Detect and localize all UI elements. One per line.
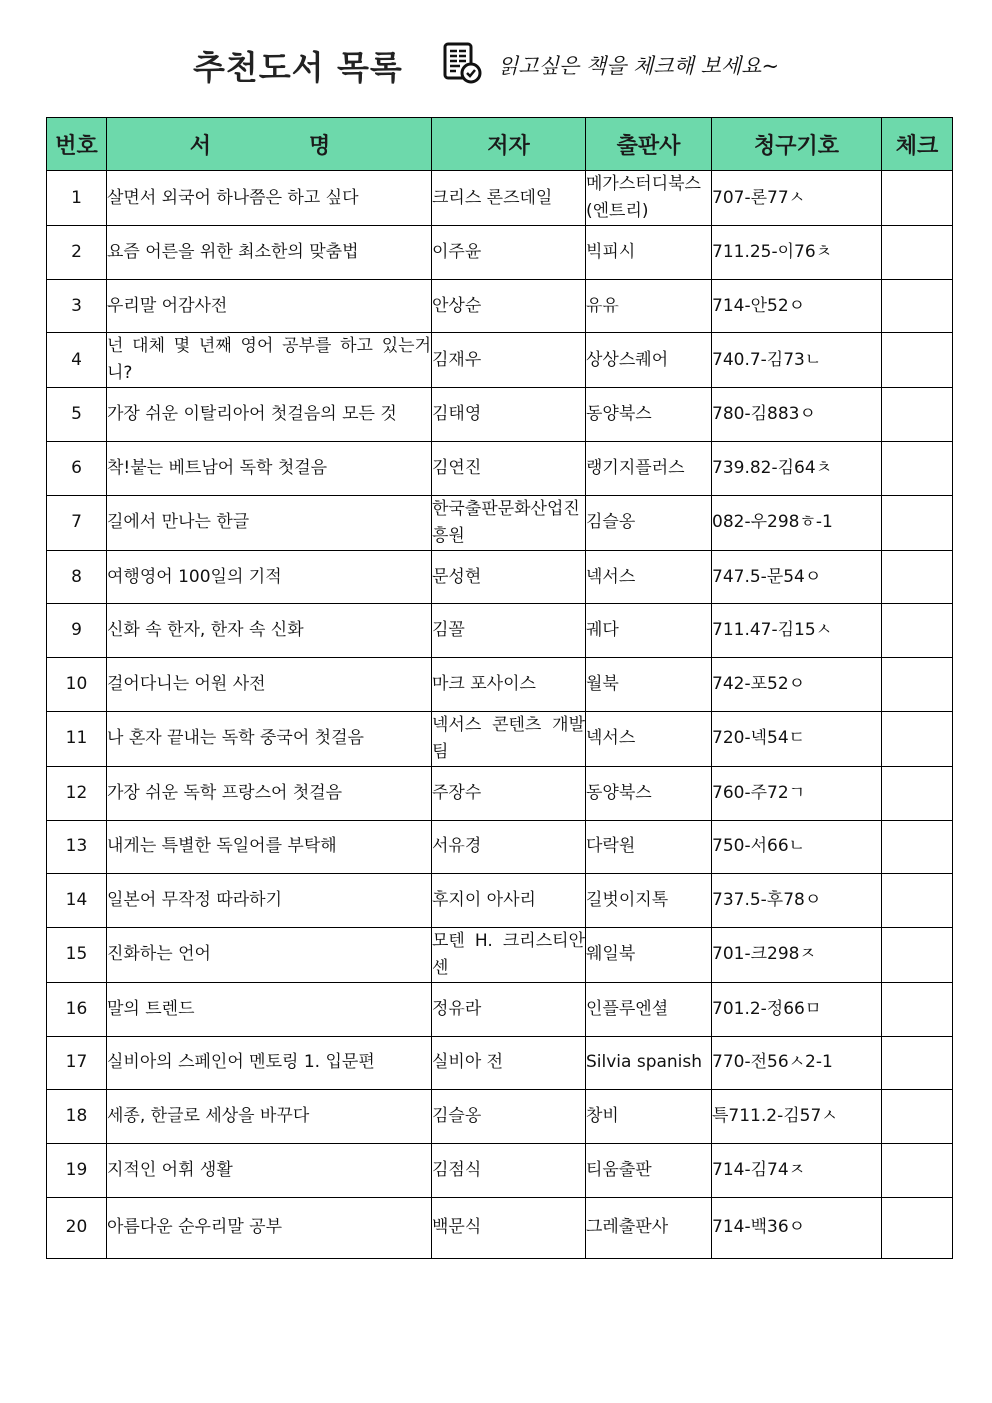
book-author: 후지이 아사리: [432, 874, 586, 928]
check-cell[interactable]: [882, 388, 953, 442]
check-cell[interactable]: [882, 1197, 953, 1258]
call-number: 082-우298ㅎ-1: [712, 495, 882, 550]
row-number: 12: [47, 766, 107, 820]
book-title: 가장 쉬운 이탈리아어 첫걸음의 모든 것: [107, 388, 432, 442]
book-publisher: 월북: [586, 658, 712, 712]
book-title: 말의 트렌드: [107, 982, 432, 1036]
check-cell[interactable]: [882, 550, 953, 604]
book-author: 김태영: [432, 388, 586, 442]
row-number: 20: [47, 1197, 107, 1258]
book-title: 아름다운 순우리말 공부: [107, 1197, 432, 1258]
book-title: 실비아의 스페인어 멘토링 1. 입문편: [107, 1036, 432, 1090]
book-title: 넌 대체 몇 년째 영어 공부를 하고 있는거니?: [107, 333, 432, 388]
book-publisher: 궤다: [586, 604, 712, 658]
book-title: 여행영어 100일의 기적: [107, 550, 432, 604]
table-row: [47, 1090, 953, 1144]
call-number: 711.47-김15ㅅ: [712, 604, 882, 658]
row-number: 6: [47, 442, 107, 496]
book-publisher: 다락원: [586, 820, 712, 874]
row-number: 4: [47, 333, 107, 388]
book-author: 김점식: [432, 1143, 586, 1197]
table-row: [47, 333, 953, 388]
book-author: 넥서스 콘텐츠 개발팀: [432, 711, 586, 766]
book-author: 안상순: [432, 279, 586, 333]
book-author: 크리스 론즈데일: [432, 171, 586, 226]
book-publisher: 빅피시: [586, 226, 712, 280]
book-publisher: 인플루엔셜: [586, 982, 712, 1036]
column-header-check: 체크: [882, 118, 953, 171]
table-row: [47, 604, 953, 658]
table-row: [47, 711, 953, 766]
call-number: 701-크298ㅈ: [712, 927, 882, 982]
book-publisher: 넥서스: [586, 550, 712, 604]
call-number: 770-전56ㅅ2-1: [712, 1036, 882, 1090]
call-number: 720-넥54ㄷ: [712, 711, 882, 766]
book-title: 진화하는 언어: [107, 927, 432, 982]
book-title: 일본어 무작정 따라하기: [107, 874, 432, 928]
row-number: 2: [47, 226, 107, 280]
book-title: 지적인 어휘 생활: [107, 1143, 432, 1197]
check-cell[interactable]: [882, 982, 953, 1036]
book-publisher: 창비: [586, 1090, 712, 1144]
column-header-title: 서 명: [107, 118, 432, 171]
book-author: 모텐 H. 크리스티안센: [432, 927, 586, 982]
row-number: 13: [47, 820, 107, 874]
book-title: 나 혼자 끝내는 독학 중국어 첫걸음: [107, 711, 432, 766]
call-number: 750-서66ㄴ: [712, 820, 882, 874]
book-publisher: 동양북스: [586, 766, 712, 820]
table-header-row: [47, 118, 953, 171]
table-row: [47, 658, 953, 712]
book-title: 걸어다니는 어원 사전: [107, 658, 432, 712]
book-publisher: 랭기지플러스: [586, 442, 712, 496]
check-cell[interactable]: [882, 711, 953, 766]
table-row: [47, 550, 953, 604]
book-publisher: 유유: [586, 279, 712, 333]
table-row: [47, 1143, 953, 1197]
column-header-call-number: 청구기호: [712, 118, 882, 171]
call-number: 707-론77ㅅ: [712, 171, 882, 226]
book-title: 요즘 어른을 위한 최소한의 맞춤법: [107, 226, 432, 280]
table-row: [47, 1036, 953, 1090]
row-number: 1: [47, 171, 107, 226]
check-cell[interactable]: [882, 874, 953, 928]
page-subtitle: 읽고싶은 책을 체크해 보세요~: [498, 54, 780, 78]
call-number: 780-김883ㅇ: [712, 388, 882, 442]
checklist-document-icon: [442, 42, 484, 84]
call-number: 714-김74ㅈ: [712, 1143, 882, 1197]
book-author: 김재우: [432, 333, 586, 388]
column-header-author: 저자: [432, 118, 586, 171]
book-publisher: 웨일북: [586, 927, 712, 982]
row-number: 11: [47, 711, 107, 766]
check-cell[interactable]: [882, 279, 953, 333]
table-row: [47, 927, 953, 982]
table-row: [47, 171, 953, 226]
table-row: [47, 226, 953, 280]
page-header: [0, 38, 992, 94]
call-number: 747.5-문54ㅇ: [712, 550, 882, 604]
book-publisher: 김슬옹: [586, 495, 712, 550]
row-number: 8: [47, 550, 107, 604]
book-author: 서유경: [432, 820, 586, 874]
check-cell[interactable]: [882, 820, 953, 874]
book-title: 우리말 어감사전: [107, 279, 432, 333]
book-author: 김꼴: [432, 604, 586, 658]
row-number: 7: [47, 495, 107, 550]
book-title: 신화 속 한자, 한자 속 신화: [107, 604, 432, 658]
book-author: 김연진: [432, 442, 586, 496]
row-number: 16: [47, 982, 107, 1036]
row-number: 18: [47, 1090, 107, 1144]
row-number: 3: [47, 279, 107, 333]
table-row: [47, 874, 953, 928]
book-author: 정유라: [432, 982, 586, 1036]
book-title: 내게는 특별한 독일어를 부탁해: [107, 820, 432, 874]
book-publisher: 넥서스: [586, 711, 712, 766]
book-publisher: 티움출판: [586, 1143, 712, 1197]
book-list-table: [46, 117, 953, 1259]
column-header-number: 번호: [47, 118, 107, 171]
row-number: 5: [47, 388, 107, 442]
check-cell[interactable]: [882, 658, 953, 712]
book-author: 이주윤: [432, 226, 586, 280]
book-author: 백문식: [432, 1197, 586, 1258]
book-author: 한국출판문화산업진흥원: [432, 495, 586, 550]
check-cell[interactable]: [882, 604, 953, 658]
book-title: 길에서 만나는 한글: [107, 495, 432, 550]
call-number: 특711.2-김57ㅅ: [712, 1090, 882, 1144]
book-author: 실비아 전: [432, 1036, 586, 1090]
book-publisher: 동양북스: [586, 388, 712, 442]
table-row: [47, 982, 953, 1036]
page-title: 추천도서 목록: [193, 48, 403, 87]
row-number: 15: [47, 927, 107, 982]
row-number: 19: [47, 1143, 107, 1197]
book-title: 세종, 한글로 세상을 바꾸다: [107, 1090, 432, 1144]
check-cell[interactable]: [882, 927, 953, 982]
call-number: 760-주72ㄱ: [712, 766, 882, 820]
book-publisher: 상상스퀘어: [586, 333, 712, 388]
book-title: 가장 쉬운 독학 프랑스어 첫걸음: [107, 766, 432, 820]
book-publisher: 길벗이지톡: [586, 874, 712, 928]
call-number: 701.2-정66ㅁ: [712, 982, 882, 1036]
check-cell[interactable]: [882, 495, 953, 550]
book-publisher: 그레출판사: [586, 1197, 712, 1258]
check-cell[interactable]: [882, 1143, 953, 1197]
book-author: 마크 포사이스: [432, 658, 586, 712]
book-author: 문성현: [432, 550, 586, 604]
check-cell[interactable]: [882, 171, 953, 226]
check-cell[interactable]: [882, 1090, 953, 1144]
table-row: [47, 495, 953, 550]
book-publisher: 메가스터디북스(엔트리): [586, 171, 712, 226]
table-row: [47, 279, 953, 333]
check-cell[interactable]: [882, 333, 953, 388]
check-cell[interactable]: [882, 442, 953, 496]
row-number: 10: [47, 658, 107, 712]
row-number: 9: [47, 604, 107, 658]
book-author: 주장수: [432, 766, 586, 820]
book-title: 살면서 외국어 하나쯤은 하고 싶다: [107, 171, 432, 226]
table-row: [47, 442, 953, 496]
table-row: [47, 820, 953, 874]
table-row: [47, 766, 953, 820]
table-row: [47, 388, 953, 442]
book-author: 김슬옹: [432, 1090, 586, 1144]
call-number: 740.7-김73ㄴ: [712, 333, 882, 388]
call-number: 739.82-김64ㅊ: [712, 442, 882, 496]
call-number: 711.25-이76ㅊ: [712, 226, 882, 280]
call-number: 737.5-후78ㅇ: [712, 874, 882, 928]
row-number: 17: [47, 1036, 107, 1090]
check-cell[interactable]: [882, 766, 953, 820]
call-number: 714-안52ㅇ: [712, 279, 882, 333]
row-number: 14: [47, 874, 107, 928]
book-title: 착!붙는 베트남어 독학 첫걸음: [107, 442, 432, 496]
book-publisher: Silvia spanish: [586, 1036, 712, 1090]
column-header-publisher: 출판사: [586, 118, 712, 171]
check-cell[interactable]: [882, 226, 953, 280]
table-row: [47, 1197, 953, 1258]
check-cell[interactable]: [882, 1036, 953, 1090]
call-number: 742-포52ㅇ: [712, 658, 882, 712]
call-number: 714-백36ㅇ: [712, 1197, 882, 1258]
